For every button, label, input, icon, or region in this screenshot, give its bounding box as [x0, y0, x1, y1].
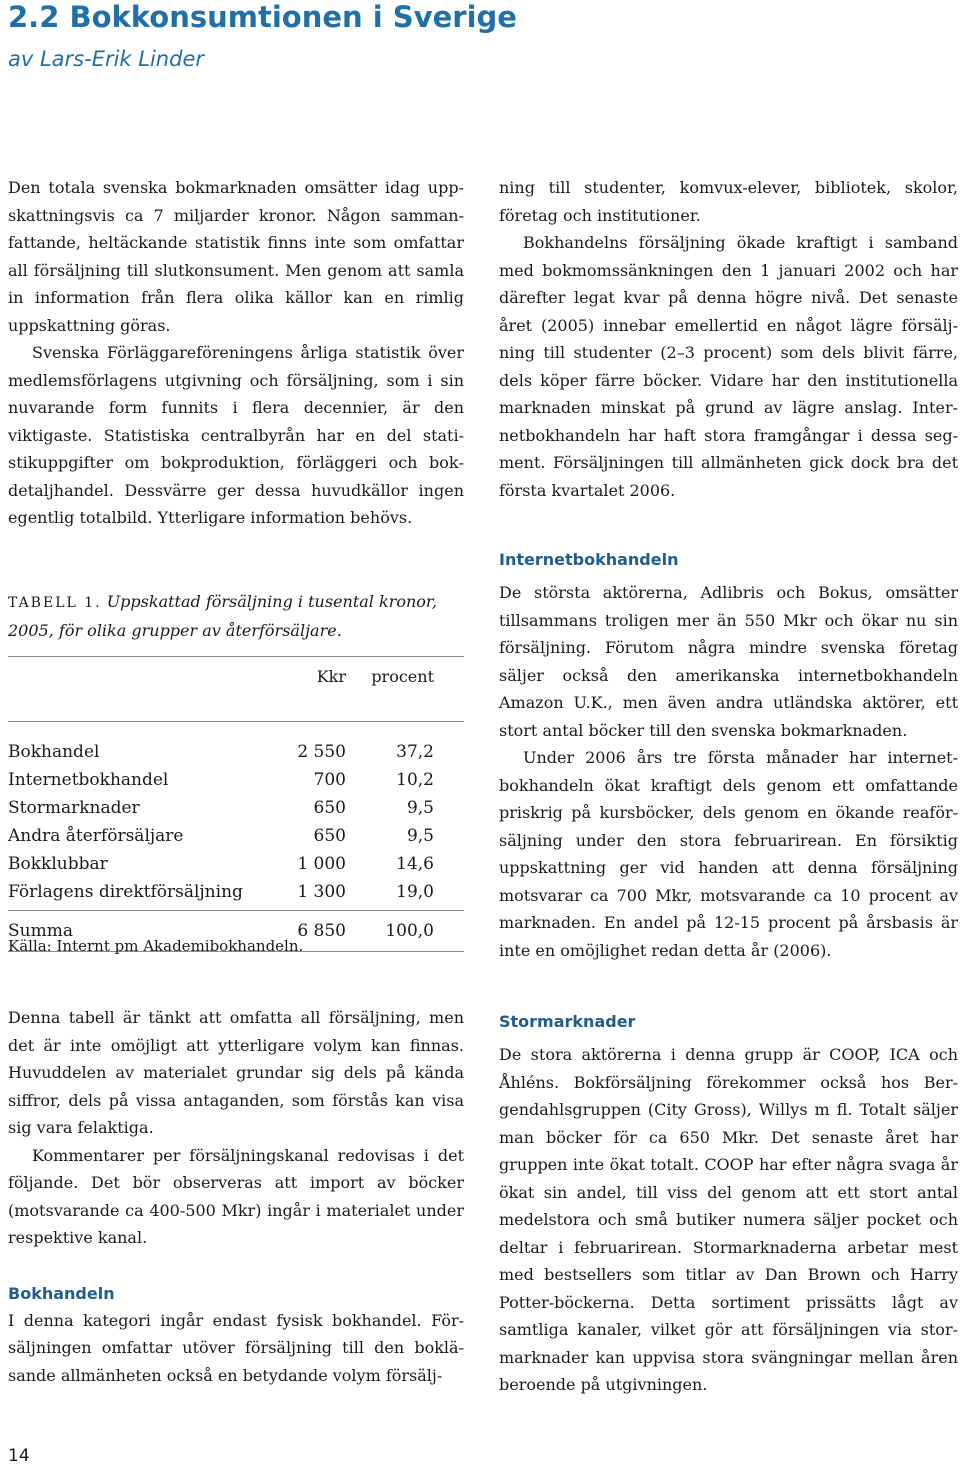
table-cell: Bokhandel	[8, 742, 100, 762]
table-cell: Förlagens direktförsäljning	[8, 882, 243, 902]
paragraph-right-1: ning till studenter, komvux-elever, bibliotek, skolor, företag och institutioner.	[499, 178, 958, 225]
table-source: Källa: Internt pm Akademibokhandeln.	[8, 937, 304, 955]
table-cell: 650	[313, 826, 346, 846]
table-cell: 1 300	[297, 882, 346, 902]
left-body	[8, 1004, 464, 1389]
table-header-cell: Kkr	[316, 667, 346, 686]
table-body	[8, 738, 464, 906]
table-caption	[8, 588, 468, 645]
paragraph-bokhandeln: I denna kategori ingår endast fysisk bokhandel. Försäljningen omfattar utöver försäljning till den bokläsande allmänheten också en betydande volym försälj-	[8, 1310, 464, 1385]
paragraph-right-2: Bokhandelns försäljning ökade kraftigt i samband med bokmomssänkningen den 1 januari 2002 och har därefter legat kvar på denna högre nivå. Det senaste året (2005) innebar emellertid en något lägre försäljning till studenter (2–3 procent) som dels blivit färre, dels köper färre böcker. Vidare har den institutionella marknaden minskat på grund av lägre anslag. Internetbokhandeln har haft stora framgångar i dessa segment. Försäljningen till allmänheten gick dock bra det första kvartalet 2006.	[499, 233, 958, 500]
heading-stormarknader: Stormarknader	[499, 1012, 636, 1031]
table-cell: Andra återförsäljare	[8, 826, 184, 846]
heading-bokhandeln: Bokhandeln	[8, 1283, 115, 1303]
right-column	[499, 174, 958, 1399]
paragraph-comments: Kommentarer per försäljningskanal redovisas i det följande. Det bör observeras att import av böcker (motsvarande ca 400-500 Mkr) ingår i materialet under respektive kanal.	[8, 1145, 464, 1247]
table-row	[8, 738, 464, 766]
paragraph-internet-1: De största aktörerna, Adlibris och Bokus, omsätter tillsammans troligen mer än 550 Mkr och ökar nu sin försäljning. Förutom några mindre svenska företag säljer också den amerikanska internetbokhandeln Amazon U.K., men även andra utländska aktörer, ett stort antal böcker till den svenska bokmarknaden.	[499, 583, 958, 740]
table-cell: 6 850	[297, 921, 346, 941]
table-cell: Summa	[8, 921, 73, 941]
table-row	[8, 850, 464, 878]
table-row	[8, 878, 464, 906]
sales-table	[8, 656, 464, 952]
paragraph-internet-2: Under 2006 års tre första månader har internetbokhandeln ökat kraftigt dels genom ett omfattande priskrig på kursböcker, dels genom en ökande reaförsäljning under den stora februarirean. En försiktig uppskattning ger vid handen att denna försäljning motsvarar ca 700 Mkr, motsvarande ca 10 procent av marknaden. En andel på 12-15 procent på årsbasis är inte en omöjlighet redan detta år (2006).	[499, 748, 958, 960]
table-cell: 9,5	[406, 798, 434, 818]
section-title: 2.2 Bokkonsumtionen i Sverige	[8, 0, 517, 34]
table-row	[8, 822, 464, 850]
table-cell: 650	[313, 798, 346, 818]
table-cell: 1 000	[297, 854, 346, 874]
heading-internetbokhandeln: Internetbokhandeln	[499, 550, 679, 569]
table-cell: 14,6	[396, 854, 434, 874]
table-divider	[8, 695, 464, 722]
left-intro	[8, 174, 464, 532]
table-row	[8, 766, 464, 794]
table-cell: 700	[313, 770, 346, 790]
table-cell: 19,0	[396, 882, 434, 902]
table-cell: 2 550	[297, 742, 346, 762]
table-cell: 100,0	[385, 921, 434, 941]
table-header-row	[8, 659, 464, 695]
table-cell: Stormarknader	[8, 798, 140, 818]
paragraph-intro-2: Svenska Förläggareföreningens årliga statistik över medlemsförlagens utgivning och försäljning, som i sin nuvarande form funnits i flera decennier, är den viktigaste. Statistiska centralbyrån har en del statistikuppgifter om bokproduktion, förläggeri och bokdetaljhandel. Dessvärre ger dessa huvudkällor ingen egentlig totalbild. Ytterligare information behövs.	[8, 343, 464, 527]
paragraph-stormarknader: De stora aktörerna i denna grupp är COOP, ICA och Åhléns. Bokförsäljning förekommer också hos Bergendahlsgruppen (City Gross), Willys m fl. Totalt säljer man böcker för ca 650 Mkr. Det senaste året har gruppen inte ökat totalt. COOP har efter några svaga år ökat sin andel, till viss del genom att ett stort antal medelstora och små butiker numera säljer pocket och deltar i februarirean. Stormarknaderna arbetar mest med bestsellers som titlar av Dan Brown och Harry Potter-böckerna. Detta sortiment prissätts lågt av samtliga kanaler, vilket gör att försäljningen via stormarknader kan uppvisa stora svängningar mellan åren beroende på utgivningen.	[499, 1045, 958, 1394]
page-number: 14	[8, 1446, 30, 1466]
table-cell: Internetbokhandel	[8, 770, 169, 790]
table-caption-text: Uppskattad försäljning i tusental kronor, 2005, för olika grupper av återförsäljare.	[8, 592, 437, 640]
table-caption-label: TABELL 1.	[8, 595, 102, 611]
table-cell: 37,2	[396, 742, 434, 762]
table-header-cell: procent	[371, 667, 434, 686]
author-line: av Lars-Erik Linder	[8, 47, 204, 71]
table-cell: Bokklubbar	[8, 854, 108, 874]
table-cell: 9,5	[406, 826, 434, 846]
paragraph-intro-1: Den totala svenska bokmarknaden omsätter idag uppskattningsvis ca 7 miljarder kronor. Någon sammanfattande, heltäckande statistik finns inte som omfattar all försäljning till slutkonsument. Men genom att samla in information från flera olika källor kan en rimlig uppskattning göras.	[8, 178, 464, 335]
table-row	[8, 794, 464, 822]
table-cell: 10,2	[396, 770, 434, 790]
paragraph-table-note: Denna tabell är tänkt att omfatta all försäljning, men det är inte omöjligt att ytterligare volym kan finnas. Huvuddelen av materialet grundar sig dels på kända siffror, dels på vissa antaganden, som förstås kan visa sig vara felaktiga.	[8, 1008, 464, 1137]
